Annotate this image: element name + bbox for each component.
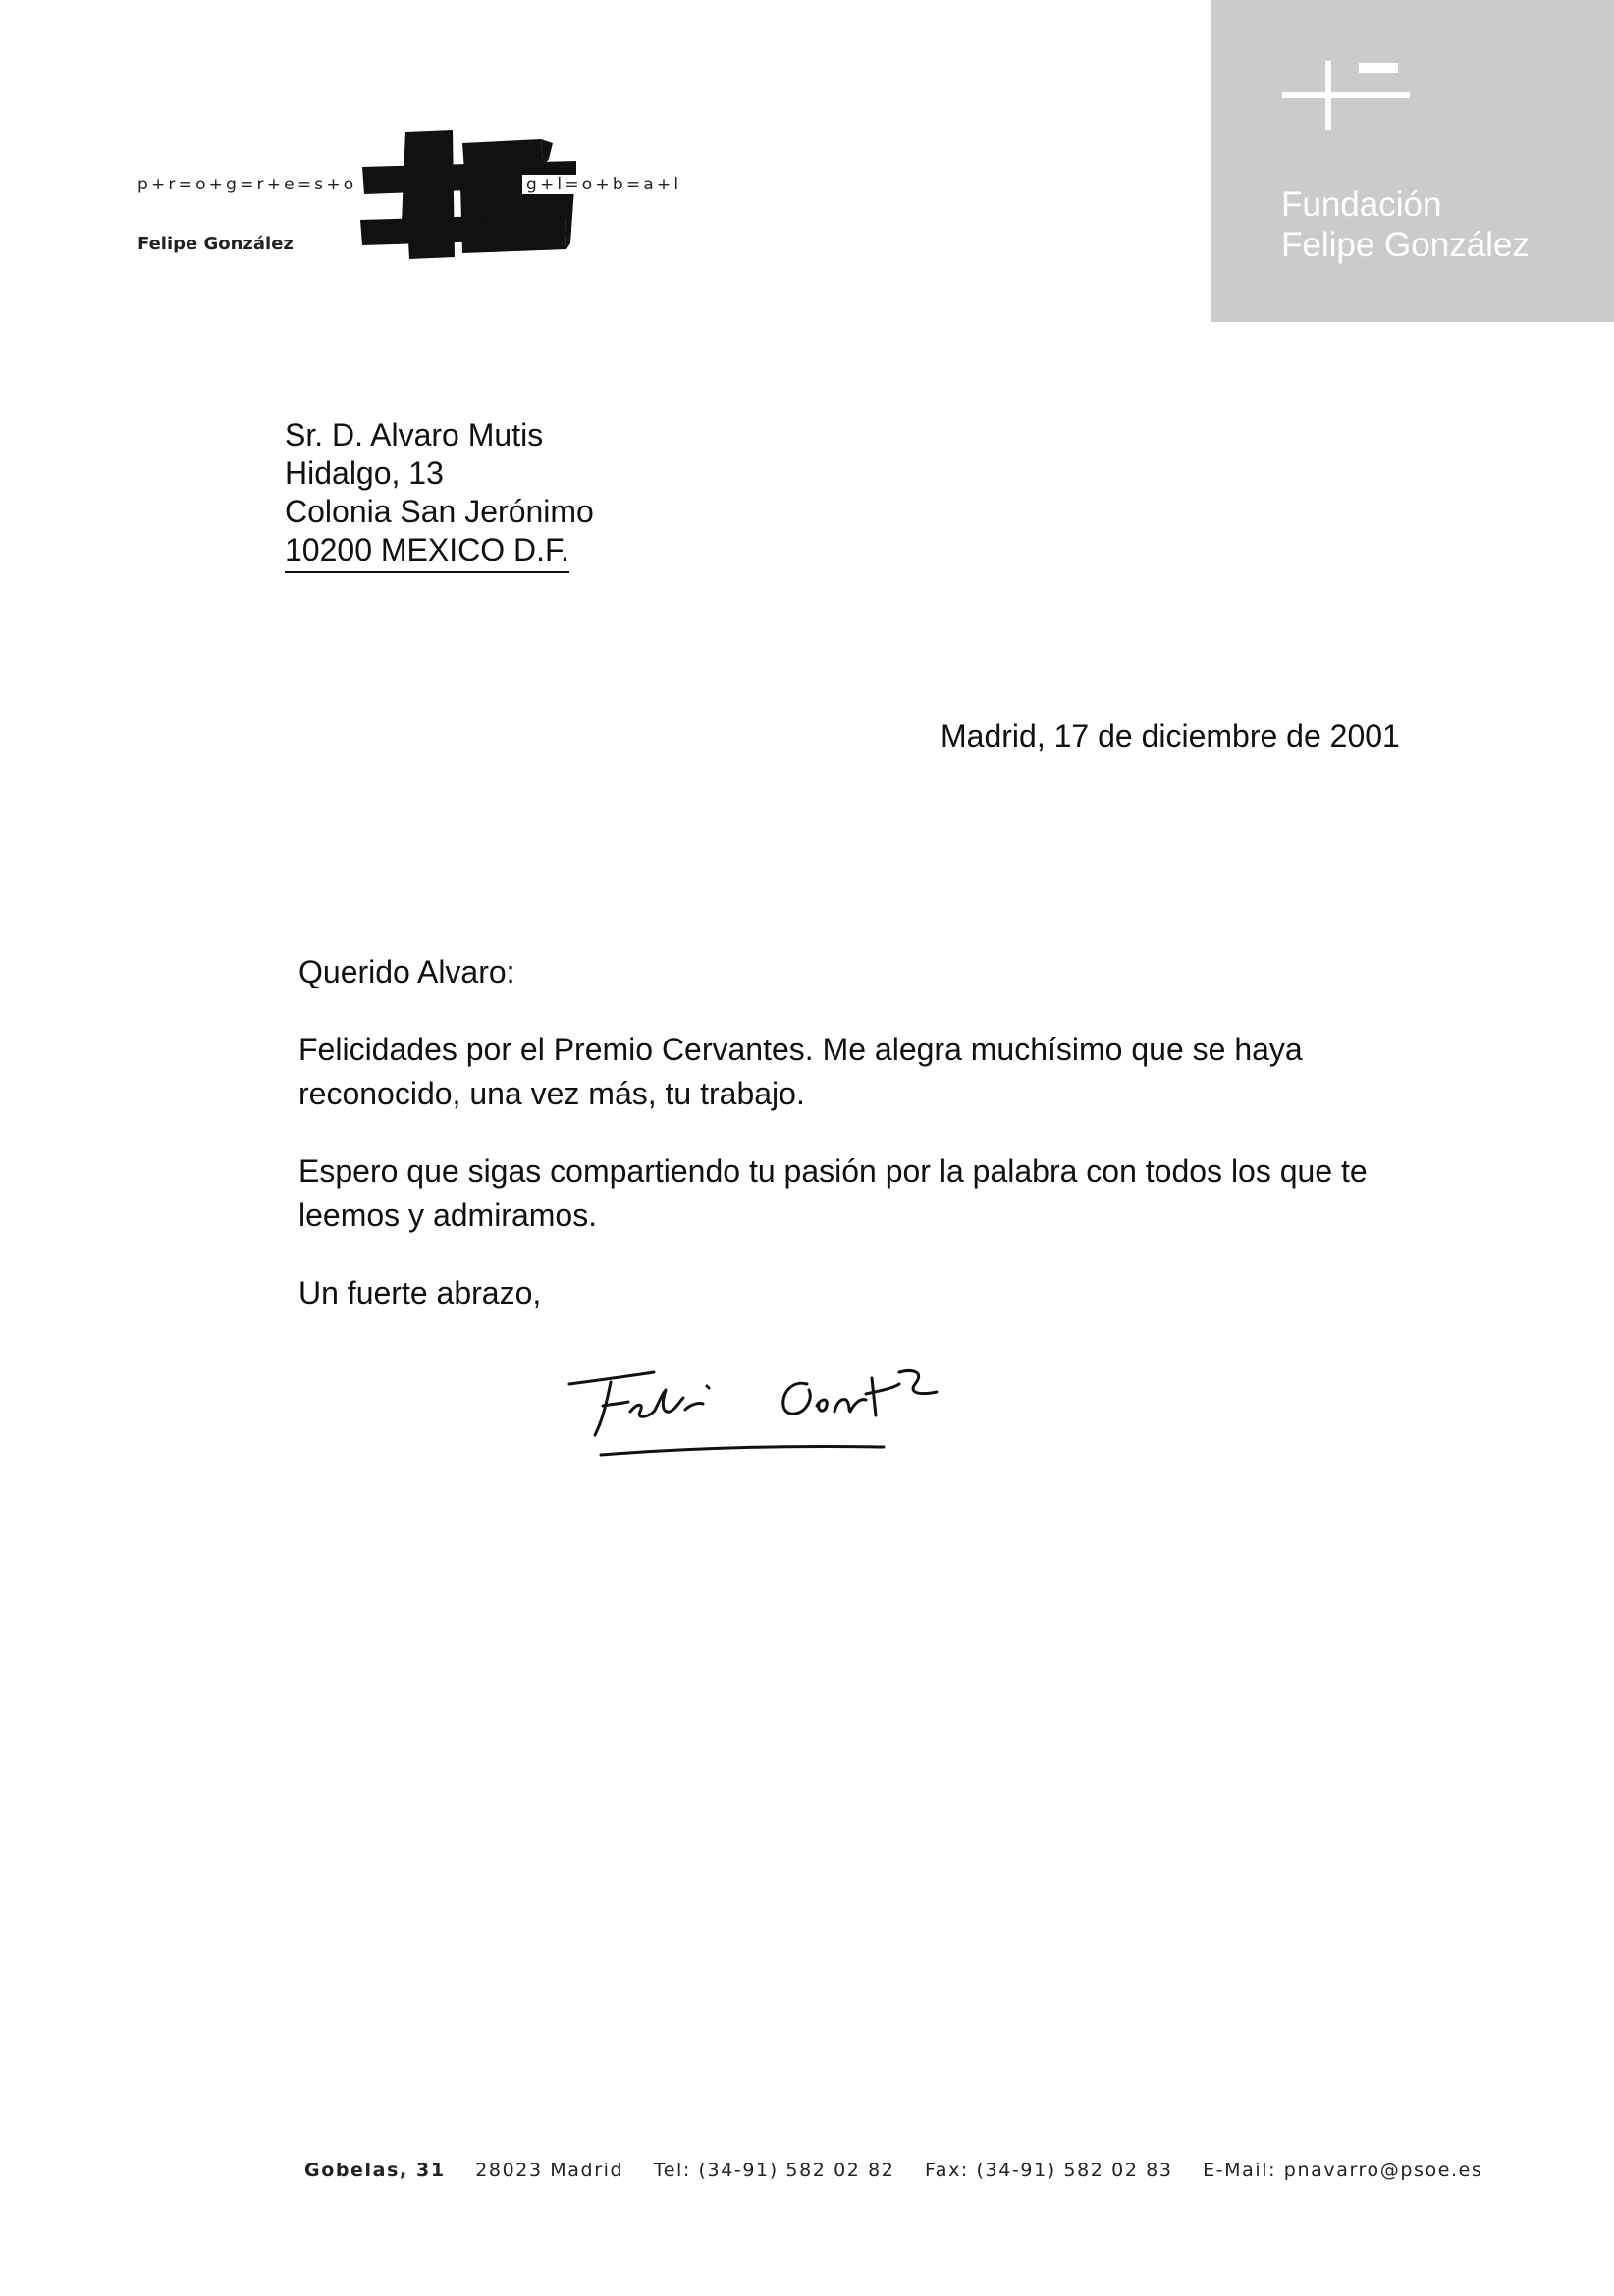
letter-date: Madrid, 17 de diciembre de 2001 [941, 719, 1400, 754]
foundation-name-line2: Felipe González [1281, 226, 1530, 264]
paragraph-2: Espero que sigas compartiendo tu pasión por la palabra con todos los que te leemos y admiramos. [298, 1153, 1368, 1233]
foundation-name-line1: Fundación [1281, 186, 1442, 224]
footer-city: 28023 Madrid [475, 2160, 624, 2181]
salutation: Querido Alvaro: [298, 954, 515, 989]
foundation-box [1210, 0, 1614, 322]
foundation-name [1281, 185, 1530, 265]
fundacion-symbol-icon [1282, 61, 1410, 130]
handwritten-signature [560, 1333, 942, 1461]
footer-email: E-Mail: pnavarro@psoe.es [1203, 2160, 1483, 2181]
footer-fax: Fax: (34-91) 582 02 83 [925, 2160, 1173, 2181]
closing: Un fuerte abrazo, [298, 1275, 542, 1310]
address-line-colonia: Colonia San Jerónimo [285, 494, 594, 529]
paragraph-1: Felicidades por el Premio Cervantes. Me alegra muchísimo que se haya reconocido, una vez más, tu trabajo. [298, 1032, 1303, 1111]
black-brush-cross-logo [358, 126, 579, 263]
address-line-name: Sr. D. Alvaro Mutis [285, 417, 544, 453]
letterhead-motto-left: p+r=o+g=r+e=s+o [137, 175, 357, 194]
address-line-city: 10200 MEXICO D.F. [285, 531, 569, 573]
letter-footer [304, 2160, 1482, 2181]
footer-street: Gobelas, 31 [304, 2160, 446, 2181]
recipient-address [285, 416, 594, 573]
letter-body [298, 950, 1457, 1349]
footer-tel: Tel: (34-91) 582 02 82 [653, 2160, 895, 2181]
letterhead-motto-right: g+l=o+b=a+l [522, 175, 685, 194]
letterhead-name: Felipe González [137, 234, 294, 254]
address-line-street: Hidalgo, 13 [285, 455, 444, 491]
